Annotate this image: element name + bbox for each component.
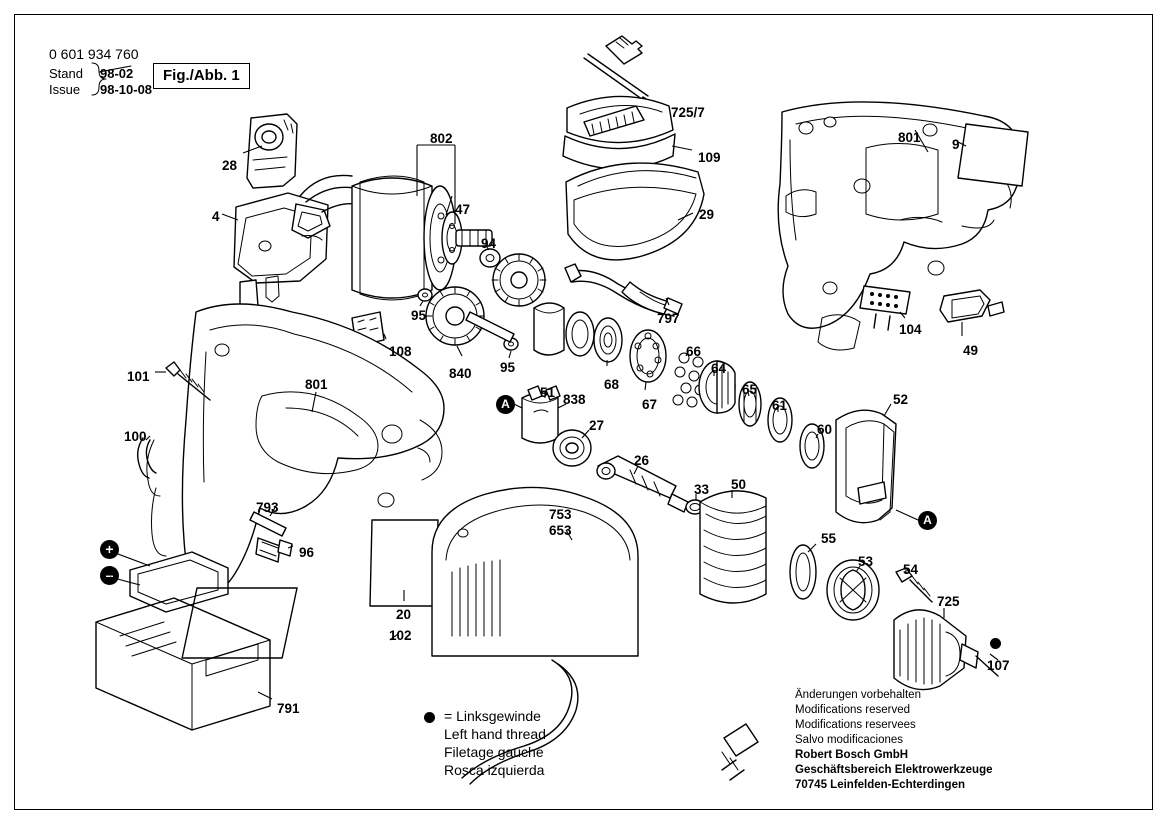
- part-797-strap: [565, 264, 682, 316]
- terminal-plus: +: [100, 540, 119, 559]
- legend-dot: [424, 712, 435, 723]
- part-50-sleeve: [700, 491, 766, 603]
- callout-68: 68: [604, 377, 620, 392]
- callout-653: 653: [549, 523, 572, 538]
- part-725-chuck: [894, 610, 998, 690]
- issue-label: Issue: [49, 82, 81, 97]
- callout-4: 4: [212, 209, 220, 224]
- callout-108: 108: [389, 344, 412, 359]
- callout-838: 838: [563, 392, 586, 407]
- callout-96: 96: [299, 545, 315, 560]
- part-number: 0 601 934 760: [49, 46, 139, 62]
- footer-line-3: Modifications reservees: [795, 719, 916, 731]
- callout-95-b: 95: [500, 360, 516, 375]
- marker-a-right: A: [918, 511, 937, 530]
- footer-line-2: Modifications reserved: [795, 704, 911, 716]
- callout-29: 29: [699, 207, 715, 222]
- callout-801-left: 801: [305, 377, 328, 392]
- callout-94: 94: [481, 236, 497, 251]
- terminal-minus: –: [100, 566, 119, 585]
- part-28-bracket: [247, 114, 297, 188]
- figure-label: Fig./Abb. 1: [153, 63, 250, 89]
- callout-33: 33: [694, 482, 710, 497]
- callout-66: 66: [686, 344, 702, 359]
- footer-address: 70745 Leinfelden-Echterdingen: [795, 779, 965, 791]
- callout-102: 102: [389, 628, 412, 643]
- callout-54: 54: [903, 562, 919, 577]
- callout-107: 107: [987, 658, 1010, 673]
- part-27-bearing: [553, 430, 591, 466]
- callout-53: 53: [858, 554, 874, 569]
- callout-797: 797: [657, 311, 680, 326]
- callout-20: 20: [396, 607, 412, 622]
- callout-65: 65: [742, 382, 758, 397]
- callout-753: 753: [549, 507, 572, 522]
- callout-802: 802: [430, 131, 453, 146]
- callout-60: 60: [817, 422, 833, 437]
- callout-109: 109: [698, 150, 721, 165]
- callout-791: 791: [277, 701, 300, 716]
- callout-104: 104: [899, 322, 922, 337]
- part-52-gear-housing: [836, 410, 896, 523]
- part-67-cage: [630, 330, 666, 382]
- part-68-bearing: [534, 303, 622, 362]
- callout-793: 793: [256, 500, 279, 515]
- callout-101: 101: [127, 369, 150, 384]
- callout-801-right: 801: [898, 130, 921, 145]
- issue-date: 98-10-08: [100, 82, 153, 97]
- part-9-plate: [958, 124, 1028, 186]
- callout-100: 100: [124, 429, 147, 444]
- callout-67: 67: [642, 397, 658, 412]
- callout-28: 28: [222, 158, 238, 173]
- part-4-switch: [234, 193, 330, 314]
- footer-company: Robert Bosch GmbH: [795, 749, 909, 761]
- legend-line-3: Filetage gauche: [444, 744, 544, 760]
- part-49-clip: [940, 290, 1004, 322]
- callout-55: 55: [821, 531, 837, 546]
- callout-49: 49: [963, 343, 979, 358]
- marker-a-left: A: [496, 395, 515, 414]
- part-29-housing: [566, 163, 704, 260]
- callout-9: 9: [952, 137, 960, 152]
- part-94-washer: [480, 249, 500, 267]
- part-109-battery-shell: [563, 96, 675, 169]
- legend-line-2: Left hand thread: [444, 726, 546, 742]
- callout-64: 64: [711, 361, 727, 376]
- callout-725-7: 725/7: [671, 105, 705, 120]
- part-802-motor: [352, 176, 492, 300]
- callout-26: 26: [634, 453, 650, 468]
- legend-line-4: Rosca izquierda: [444, 762, 545, 778]
- stand-label: Stand: [49, 66, 83, 81]
- part-793-96-contact: [250, 512, 292, 562]
- callout-52: 52: [893, 392, 909, 407]
- part-55-washer: [790, 545, 816, 599]
- callout-51: 51: [540, 385, 556, 400]
- legend-line-1: = Linksgewinde: [444, 708, 541, 724]
- callout-47: 47: [455, 202, 471, 217]
- part-791-battery: [96, 552, 270, 730]
- callout-840: 840: [449, 366, 472, 381]
- callout-27: 27: [589, 418, 605, 433]
- stand-date: 98-02: [100, 66, 134, 81]
- footer-line-1: Änderungen vorbehalten: [795, 689, 921, 701]
- callout-725: 725: [937, 594, 960, 609]
- footer-division: Geschäftsbereich Elektrowerkzeuge: [795, 764, 993, 776]
- footer-line-4: Salvo modificaciones: [795, 734, 904, 746]
- left-hand-thread-dot-107: [990, 638, 1001, 649]
- callout-61: 61: [772, 398, 788, 413]
- callout-50: 50: [731, 477, 747, 492]
- callout-95-a: 95: [411, 308, 427, 323]
